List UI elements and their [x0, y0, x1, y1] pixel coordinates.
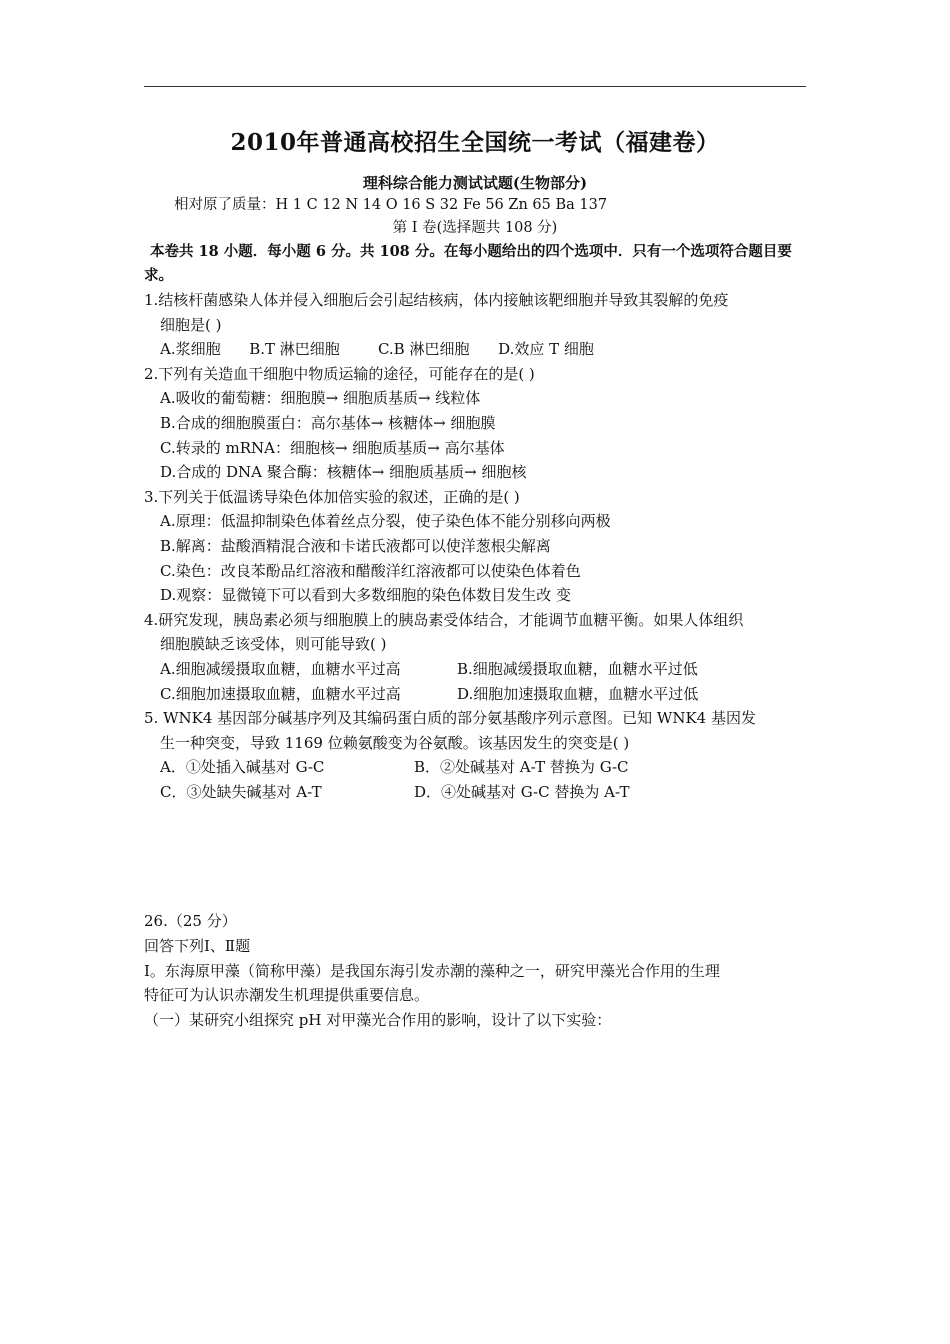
question-3-option-d: D.观察：显微镜下可以看到大多数细胞的染色体数目发生改 变: [160, 586, 572, 605]
question-3-option-c: C.染色：改良苯酚品红溶液和醋酸洋红溶液都可以使染色体着色: [160, 561, 581, 580]
question-2-option-c: C.转录的 mRNA：细胞核→ 细胞质基质→ 高尔基体: [160, 438, 505, 457]
page-subtitle: 理科综合能力测试试题(生物部分): [362, 174, 588, 192]
option-b: B.细胞减缓摄取血糖，血糖水平过低: [457, 659, 698, 678]
question-1-stem-cont: 细胞是( ): [160, 315, 222, 334]
question-4-stem: 4.研究发现，胰岛素必须与细胞膜上的胰岛素受体结合，才能调节血糖平衡。如果人体组织: [144, 610, 744, 629]
option-b: B．②处碱基对 A-T 替换为 G-C: [414, 758, 629, 777]
question-5-options-row-2: [144, 780, 806, 805]
option-d: D.效应 T 细胞: [498, 340, 594, 359]
option-a: A.浆细胞: [160, 340, 221, 359]
blank-space: [144, 804, 806, 909]
page-title: 2010年普通高校招生全国统一考试（福建卷）: [230, 129, 720, 156]
question-26-prompt: 回答下列Ⅰ、Ⅱ题: [144, 937, 251, 956]
question-5-stem: 5. WNK4 基因部分碱基序列及其编码蛋白质的部分氨基酸序列示意图。已知 WNK4 基因发: [144, 709, 756, 728]
part-label: 第 I 卷(选择题共 108 分): [392, 220, 558, 236]
question-3-option-b: B.解离：盐酸酒精混合液和卡诺氏液都可以使洋葱根尖解离: [160, 536, 551, 555]
option-c: C.细胞加速摄取血糖，血糖水平过高: [160, 684, 401, 703]
question-26-para-2: 特征可为认识赤潮发生机理提供重要信息。: [144, 986, 430, 1005]
question-4-options-row-2: [144, 682, 806, 707]
question-4-stem-cont: 细胞膜缺乏该受体，则可能导致( ): [160, 635, 387, 654]
atomic-mass-line: 相对原了质量：H 1 C 12 N 14 O 16 S 32 Fe 56 Zn 65 Ba 137: [174, 197, 608, 213]
question-1-stem: 1.结核杆菌感染人体并侵入细胞后会引起结核病，体内接触该靶细胞并导致其裂解的免疫: [144, 291, 729, 309]
question-26-sub-1: （一）某研究小组探究 pH 对甲藻光合作用的影响，设计了以下实验：: [144, 1010, 612, 1029]
question-4-options-row-1: [144, 657, 806, 682]
option-d: D.细胞加速摄取血糖，血糖水平过低: [457, 684, 699, 703]
question-3-stem: 3.下列关于低温诱导染色体加倍实验的叙述，正确的是( ): [144, 487, 520, 506]
question-2-option-a: A.吸收的葡萄糖：细胞膜→ 细胞质基质→ 线粒体: [160, 389, 481, 408]
question-5-stem-cont: 生一种突变，导致 1169 位赖氨酸变为谷氨酸。该基因发生的突变是( ): [160, 733, 630, 752]
question-2-option-b: B.合成的细胞膜蛋白：高尔基体→ 核糖体→ 细胞膜: [160, 413, 496, 432]
exam-page: [144, 128, 806, 1032]
option-a: A.细胞减缓摄取血糖，血糖水平过高: [160, 659, 401, 678]
option-b: B.T 淋巴细胞: [249, 340, 340, 359]
header-rule: [144, 86, 806, 87]
question-26-para-1: Ⅰ。东海原甲藻（简称甲藻）是我国东海引发赤潮的藻种之一，研究甲藻光合作用的生理: [144, 961, 720, 980]
option-a: A．①处插入碱基对 G-C: [160, 758, 325, 777]
option-d: D．④处碱基对 G-C 替换为 A-T: [414, 782, 630, 801]
question-2-option-d: D.合成的 DNA 聚合酶：核糖体→ 细胞质基质→ 细胞核: [160, 463, 527, 482]
option-c: C．③处缺失碱基对 A-T: [160, 782, 322, 801]
question-26-header: 26.（25 分）: [144, 912, 237, 931]
question-5-options-row-1: [144, 755, 806, 780]
option-c: C.B 淋巴细胞: [377, 340, 470, 359]
instructions: 本卷共 18 小题．每小题 6 分。共 108 分。在每小题给出的四个选项中．只有一个选项符合题目要求。: [144, 243, 792, 284]
question-2-stem: 2.下列有关造血干细胞中物质运输的途径，可能存在的是( ): [144, 364, 535, 383]
question-1-options: [144, 337, 806, 362]
question-3-option-a: A.原理：低温抑制染色体着丝点分裂，使子染色体不能分别移向两极: [160, 512, 611, 531]
